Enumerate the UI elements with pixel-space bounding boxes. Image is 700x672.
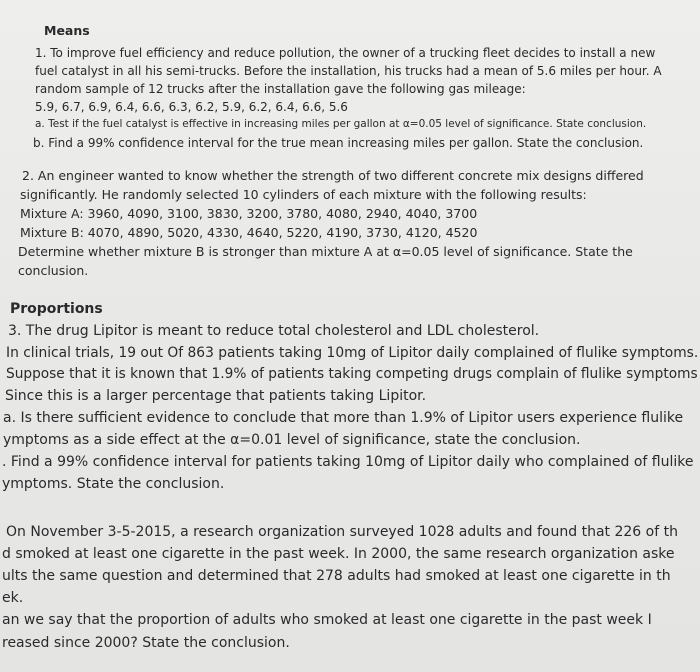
q2-line-1: 2. An engineer wanted to know whether the strength of two different concrete mix designs differed [22, 168, 644, 183]
q2-mixture-b: Mixture B: 4070, 4890, 5020, 4330, 4640, 5220, 4190, 3730, 4120, 4520 [20, 225, 478, 240]
q3-line-8: ymptoms. State the conclusion. [2, 476, 225, 492]
q1-line-1: 1. To improve fuel efficiency and reduce pollution, the owner of a trucking fleet decides to install a new [35, 46, 656, 60]
q1-line-2: fuel catalyst in all his semi-trucks. Before the installation, his trucks had a mean of 5.6 miles per hour. A [35, 64, 662, 78]
q2-mixture-a: Mixture A: 3960, 4090, 3100, 3830, 3200, 3780, 4080, 2940, 4040, 3700 [20, 206, 478, 221]
q3-line-4: Since this is a larger percentage that patients taking Lipitor. [5, 388, 427, 404]
q2-line-6: conclusion. [18, 263, 89, 278]
q4-line-3: ults the same question and determined that 278 adults had smoked at least one cigarette in th [2, 568, 671, 584]
q1-part-b: b. Find a 99% confidence interval for the true mean increasing miles per gallon. State the conclusion. [33, 136, 644, 150]
q3-line-2: In clinical trials, 19 out Of 863 patients taking 10mg of Lipitor daily complained of flulike symptoms. [6, 345, 699, 361]
q2-line-2: significantly. He randomly selected 10 cylinders of each mixture with the following results: [20, 187, 587, 202]
q3-line-7: . Find a 99% confidence interval for patients taking 10mg of Lipitor daily who complained of flulike [2, 454, 694, 470]
q3-line-3: Suppose that it is known that 1.9% of patients taking competing drugs complain of flulike symptoms [6, 366, 698, 382]
section-heading-proportions: Proportions [10, 301, 103, 317]
q3-line-1: 3. The drug Lipitor is meant to reduce total cholesterol and LDL cholesterol. [8, 323, 540, 339]
q4-line-1: On November 3-5-2015, a research organization surveyed 1028 adults and found that 226 of th [6, 524, 678, 540]
q3-line-5: a. Is there sufficient evidence to conclude that more than 1.9% of Lipitor users experience flulike [3, 410, 684, 426]
q4-line-5: an we say that the proportion of adults who smoked at least one cigarette in the past week I [2, 612, 652, 628]
section-heading-means: Means [44, 23, 90, 38]
q3-line-6: ymptoms as a side effect at the α=0.01 level of significance, state the conclusion. [3, 432, 581, 448]
q1-data: 5.9, 6.7, 6.9, 6.4, 6.6, 6.3, 6.2, 5.9, 6.2, 6.4, 6.6, 5.6 [35, 100, 348, 114]
q1-part-a: a. Test if the fuel catalyst is effective in increasing miles per gallon at α=0.05 level of significance. State conclusion. [35, 118, 647, 130]
q4-line-4: ek. [2, 590, 24, 606]
q1-line-3: random sample of 12 trucks after the installation gave the following gas mileage: [35, 82, 526, 96]
q2-line-5: Determine whether mixture B is stronger than mixture A at α=0.05 level of significance. State the [18, 244, 633, 259]
q4-line-6: reased since 2000? State the conclusion. [2, 635, 290, 651]
q4-line-2: d smoked at least one cigarette in the past week. In 2000, the same research organization aske [2, 546, 675, 562]
